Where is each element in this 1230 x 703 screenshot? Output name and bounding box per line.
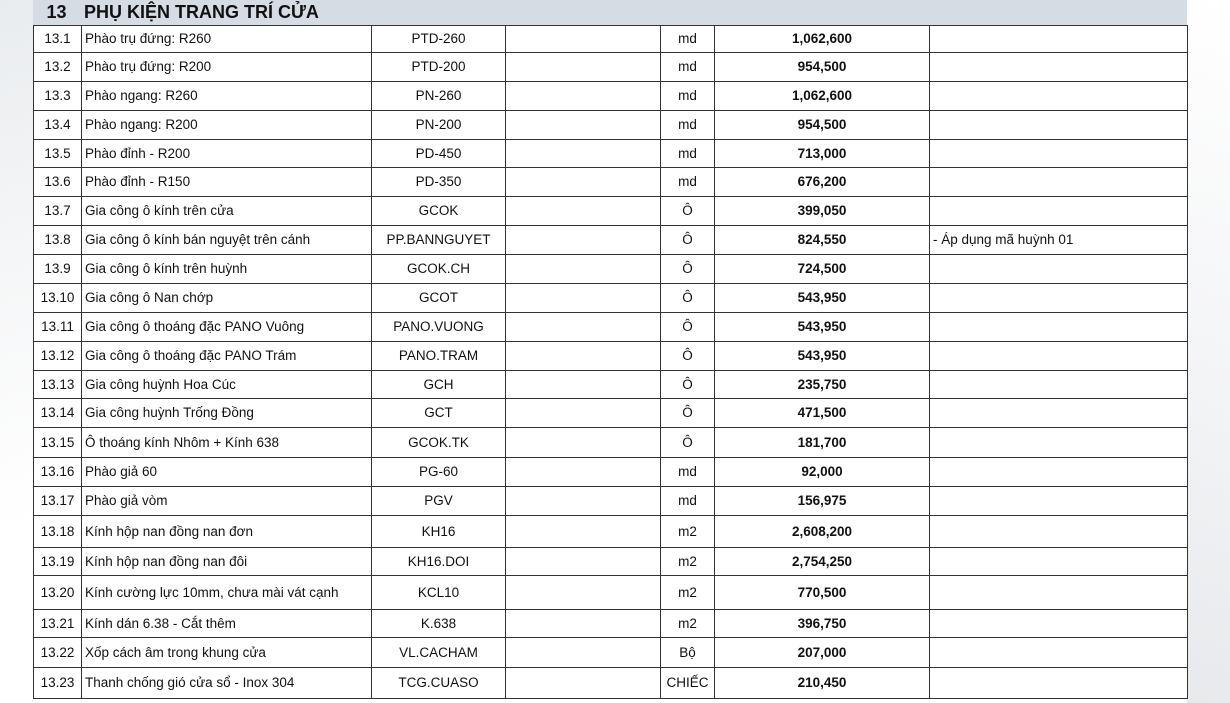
table-body — [34, 26, 1188, 699]
table-row — [34, 399, 1188, 428]
empty-cell — [506, 548, 661, 576]
item-price: 1,062,600 — [715, 26, 930, 53]
item-code: PTD-260 — [372, 26, 506, 53]
item-name: Thanh chống gió cửa sổ - Inox 304 — [82, 668, 372, 699]
item-code: TCG.CUASO — [372, 668, 506, 699]
item-name: Gia công ô kính bán nguyệt trên cánh — [82, 226, 372, 255]
item-note — [930, 168, 1188, 197]
item-unit: Ô — [661, 197, 715, 226]
row-index: 13.20 — [34, 576, 82, 610]
table-row — [34, 487, 1188, 516]
table-row — [34, 638, 1188, 668]
item-name: Gia công huỳnh Hoa Cúc — [82, 371, 372, 399]
empty-cell — [506, 576, 661, 610]
table-row — [34, 342, 1188, 371]
item-price: 471,500 — [715, 399, 930, 428]
table-row — [34, 428, 1188, 458]
empty-cell — [506, 610, 661, 638]
table-row — [34, 168, 1188, 197]
item-unit: Ô — [661, 399, 715, 428]
empty-cell — [506, 140, 661, 168]
item-code: PANO.TRAM — [372, 342, 506, 371]
table-row — [34, 516, 1188, 548]
empty-cell — [506, 399, 661, 428]
row-index: 13.14 — [34, 399, 82, 428]
item-code: PANO.VUONG — [372, 313, 506, 342]
empty-cell — [506, 313, 661, 342]
empty-cell — [506, 53, 661, 82]
item-price: 235,750 — [715, 371, 930, 399]
item-unit: m2 — [661, 548, 715, 576]
row-index: 13.9 — [34, 255, 82, 284]
empty-cell — [506, 458, 661, 487]
item-price: 399,050 — [715, 197, 930, 226]
row-index: 13.5 — [34, 140, 82, 168]
item-name: Gia công ô kính trên cửa — [82, 197, 372, 226]
row-index: 13.22 — [34, 638, 82, 668]
empty-cell — [506, 226, 661, 255]
item-name: Phào trụ đứng: R200 — [82, 53, 372, 82]
item-note — [930, 255, 1188, 284]
item-unit: Ô — [661, 284, 715, 313]
row-index: 13.12 — [34, 342, 82, 371]
price-table — [33, 25, 1188, 699]
item-code: PTD-200 — [372, 53, 506, 82]
table-row — [34, 26, 1188, 53]
item-note — [930, 610, 1188, 638]
item-note — [930, 668, 1188, 699]
item-code: GCOK — [372, 197, 506, 226]
item-note: - Áp dụng mã huỳnh 01 — [930, 226, 1188, 255]
table-row — [34, 313, 1188, 342]
empty-cell — [506, 516, 661, 548]
item-price: 770,500 — [715, 576, 930, 610]
item-price: 954,500 — [715, 111, 930, 140]
row-index: 13.23 — [34, 668, 82, 699]
item-name: Phào đỉnh - R200 — [82, 140, 372, 168]
item-code: PG-60 — [372, 458, 506, 487]
item-name: Ô thoáng kính Nhôm + Kính 638 — [82, 428, 372, 458]
table-row — [34, 371, 1188, 399]
table-row — [34, 53, 1188, 82]
item-name: Kính hộp nan đồng nan đơn — [82, 516, 372, 548]
table-row — [34, 576, 1188, 610]
row-index: 13.13 — [34, 371, 82, 399]
row-index: 13.8 — [34, 226, 82, 255]
item-code: KCL10 — [372, 576, 506, 610]
right-margin-shade — [1187, 0, 1230, 703]
empty-cell — [506, 197, 661, 226]
item-unit: Bộ — [661, 638, 715, 668]
item-price: 207,000 — [715, 638, 930, 668]
item-price: 2,608,200 — [715, 516, 930, 548]
empty-cell — [506, 668, 661, 699]
item-price: 713,000 — [715, 140, 930, 168]
item-note — [930, 197, 1188, 226]
item-unit: md — [661, 140, 715, 168]
table-row — [34, 668, 1188, 699]
item-unit: m2 — [661, 516, 715, 548]
left-margin-shade — [0, 0, 34, 703]
item-code: PD-350 — [372, 168, 506, 197]
item-name: Phào giả vòm — [82, 487, 372, 516]
item-code: GCOK.TK — [372, 428, 506, 458]
empty-cell — [506, 428, 661, 458]
item-price: 543,950 — [715, 313, 930, 342]
table-row — [34, 458, 1188, 487]
item-price: 181,700 — [715, 428, 930, 458]
item-unit: md — [661, 26, 715, 53]
empty-cell — [506, 342, 661, 371]
item-name: Kính dán 6.38 - Cắt thêm — [82, 610, 372, 638]
item-price: 210,450 — [715, 668, 930, 699]
item-note — [930, 371, 1188, 399]
row-index: 13.11 — [34, 313, 82, 342]
item-note — [930, 576, 1188, 610]
item-unit: Ô — [661, 255, 715, 284]
item-name: Kính hộp nan đồng nan đôi — [82, 548, 372, 576]
table-row — [34, 548, 1188, 576]
table-row — [34, 255, 1188, 284]
item-unit: md — [661, 53, 715, 82]
item-code: PD-450 — [372, 140, 506, 168]
empty-cell — [506, 255, 661, 284]
item-note — [930, 111, 1188, 140]
item-note — [930, 487, 1188, 516]
item-price: 2,754,250 — [715, 548, 930, 576]
item-name: Gia công ô thoáng đặc PANO Trám — [82, 342, 372, 371]
item-code: PN-200 — [372, 111, 506, 140]
item-code: PP.BANNGUYET — [372, 226, 506, 255]
empty-cell — [506, 371, 661, 399]
item-code: PGV — [372, 487, 506, 516]
item-code: VL.CACHAM — [372, 638, 506, 668]
item-price: 1,062,600 — [715, 82, 930, 111]
table-row — [34, 82, 1188, 111]
table-row — [34, 610, 1188, 638]
item-unit: md — [661, 168, 715, 197]
item-price: 724,500 — [715, 255, 930, 284]
row-index: 13.3 — [34, 82, 82, 111]
item-code: KH16 — [372, 516, 506, 548]
empty-cell — [506, 487, 661, 516]
row-index: 13.15 — [34, 428, 82, 458]
item-note — [930, 53, 1188, 82]
item-price: 954,500 — [715, 53, 930, 82]
row-index: 13.18 — [34, 516, 82, 548]
item-price: 543,950 — [715, 342, 930, 371]
item-code: K.638 — [372, 610, 506, 638]
item-unit: m2 — [661, 576, 715, 610]
item-name: Phào giả 60 — [82, 458, 372, 487]
item-unit: md — [661, 487, 715, 516]
row-index: 13.17 — [34, 487, 82, 516]
item-name: Xốp cách âm trong khung cửa — [82, 638, 372, 668]
item-name: Kính cường lực 10mm, chưa mài vát cạnh — [82, 576, 372, 610]
item-note — [930, 26, 1188, 53]
item-name: Gia công ô Nan chớp — [82, 284, 372, 313]
row-index: 13.4 — [34, 111, 82, 140]
item-price: 676,200 — [715, 168, 930, 197]
item-note — [930, 516, 1188, 548]
item-code: GCOT — [372, 284, 506, 313]
empty-cell — [506, 638, 661, 668]
item-note — [930, 342, 1188, 371]
item-unit: md — [661, 82, 715, 111]
row-index: 13.21 — [34, 610, 82, 638]
section-title: PHỤ KIỆN TRANG TRÍ CỬA — [84, 2, 319, 22]
item-name: Phào trụ đứng: R260 — [82, 26, 372, 53]
item-note — [930, 82, 1188, 111]
item-price: 824,550 — [715, 226, 930, 255]
item-unit: m2 — [661, 610, 715, 638]
item-price: 92,000 — [715, 458, 930, 487]
row-index: 13.19 — [34, 548, 82, 576]
item-unit: Ô — [661, 342, 715, 371]
item-note — [930, 548, 1188, 576]
item-price: 543,950 — [715, 284, 930, 313]
item-unit: Ô — [661, 313, 715, 342]
item-code: GCOK.CH — [372, 255, 506, 284]
item-unit: CHIẾC — [661, 668, 715, 699]
item-note — [930, 399, 1188, 428]
item-price: 156,975 — [715, 487, 930, 516]
item-name: Gia công huỳnh Trống Đồng — [82, 399, 372, 428]
section-header — [33, 0, 1187, 25]
row-index: 13.7 — [34, 197, 82, 226]
item-note — [930, 140, 1188, 168]
item-unit: md — [661, 111, 715, 140]
item-code: KH16.DOI — [372, 548, 506, 576]
item-name: Phào ngang: R260 — [82, 82, 372, 111]
row-index: 13.1 — [34, 26, 82, 53]
item-unit: Ô — [661, 226, 715, 255]
item-note — [930, 638, 1188, 668]
item-code: PN-260 — [372, 82, 506, 111]
table-row — [34, 284, 1188, 313]
row-index: 13.2 — [34, 53, 82, 82]
item-name: Phào ngang: R200 — [82, 111, 372, 140]
item-code: GCT — [372, 399, 506, 428]
table-row — [34, 226, 1188, 255]
empty-cell — [506, 284, 661, 313]
empty-cell — [506, 111, 661, 140]
item-price: 396,750 — [715, 610, 930, 638]
empty-cell — [506, 82, 661, 111]
item-name: Gia công ô thoáng đặc PANO Vuông — [82, 313, 372, 342]
empty-cell — [506, 26, 661, 53]
item-code: GCH — [372, 371, 506, 399]
item-unit: Ô — [661, 428, 715, 458]
item-note — [930, 458, 1188, 487]
table-row — [34, 111, 1188, 140]
item-name: Phào đỉnh - R150 — [82, 168, 372, 197]
item-note — [930, 428, 1188, 458]
item-unit: Ô — [661, 371, 715, 399]
item-note — [930, 313, 1188, 342]
section-number: 13 — [46, 2, 67, 22]
row-index: 13.10 — [34, 284, 82, 313]
table-row — [34, 140, 1188, 168]
empty-cell — [506, 168, 661, 197]
item-unit: md — [661, 458, 715, 487]
row-index: 13.6 — [34, 168, 82, 197]
table-row — [34, 197, 1188, 226]
item-note — [930, 284, 1188, 313]
row-index: 13.16 — [34, 458, 82, 487]
item-name: Gia công ô kính trên huỳnh — [82, 255, 372, 284]
